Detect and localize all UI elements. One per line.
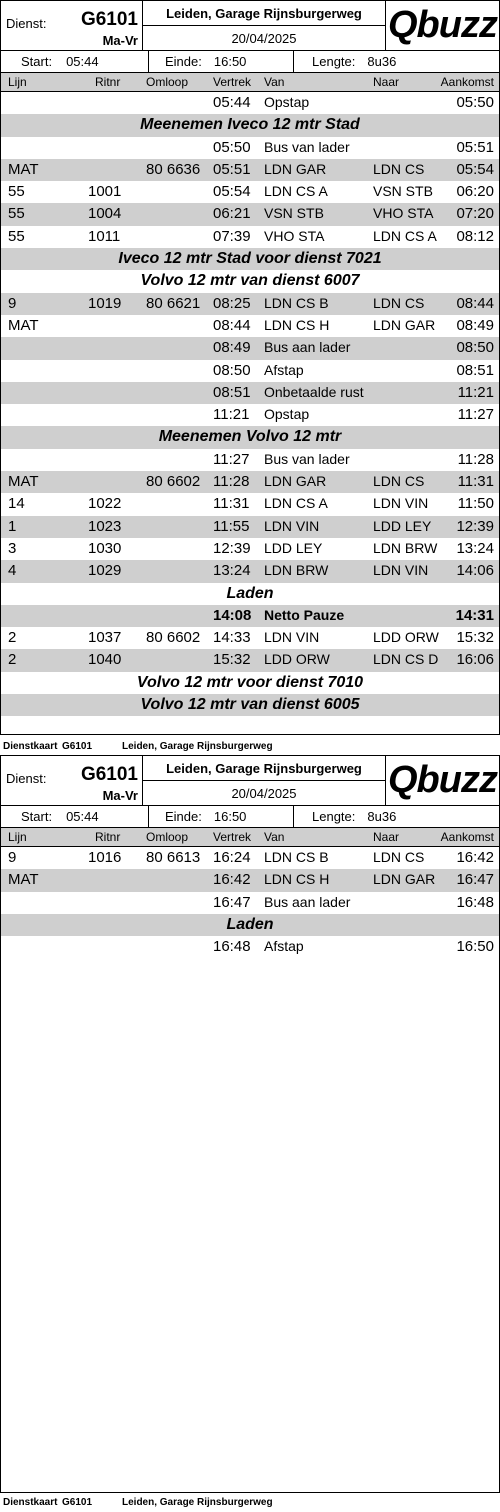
col-naar: Naar bbox=[373, 75, 400, 89]
schedule-row bbox=[1, 936, 499, 958]
schedule-row bbox=[1, 315, 499, 337]
col-omloop: Omloop bbox=[146, 830, 189, 844]
schedule-row bbox=[1, 605, 499, 627]
footer-location: Leiden, Garage Rijnsburgerweg bbox=[122, 1497, 273, 1508]
sheet-header bbox=[1, 1, 499, 51]
cell-lijn: 3 bbox=[8, 539, 17, 557]
schedule-row bbox=[1, 360, 499, 382]
cell-van: LDN GAR bbox=[264, 160, 327, 177]
cell-van: LDN CS A bbox=[264, 183, 328, 200]
einde-label: Einde: bbox=[165, 809, 202, 824]
schedule-row bbox=[1, 226, 499, 248]
schedule-row bbox=[1, 449, 499, 471]
section-header: Iveco 12 mtr Stad voor dienst 7021 bbox=[1, 248, 499, 270]
cell-vertrek: 12:39 bbox=[213, 539, 251, 557]
col-aankomst: Aankomst bbox=[440, 75, 494, 89]
shift-times-row bbox=[1, 51, 499, 73]
cell-van: Opstap bbox=[264, 406, 310, 423]
cell-lijn: 55 bbox=[8, 205, 25, 223]
cell-vertrek: 16:47 bbox=[213, 893, 251, 911]
col-lijn: Lijn bbox=[8, 830, 27, 844]
cell-naar: LDN VIN bbox=[373, 562, 429, 579]
dienst-days: Ma-Vr bbox=[102, 33, 138, 48]
cell-naar: LDN CS bbox=[373, 849, 425, 865]
cell-vertrek: 05:50 bbox=[213, 138, 251, 156]
dienst-code: G6101 bbox=[80, 9, 138, 30]
cell-vertrek: 14:08 bbox=[213, 606, 252, 624]
einde-time: 16:50 bbox=[213, 54, 247, 69]
cell-ritnr: 1022 bbox=[88, 495, 122, 513]
cell-aankomst: 11:50 bbox=[457, 495, 494, 513]
cell-ritnr: 1001 bbox=[88, 183, 122, 201]
cell-vertrek: 07:39 bbox=[213, 227, 251, 245]
cell-van: Bus van lader bbox=[264, 450, 350, 467]
cell-omloop: 80 6613 bbox=[146, 849, 201, 866]
schedule-row bbox=[1, 516, 499, 538]
cell-aankomst: 11:21 bbox=[457, 383, 494, 401]
column-header-row bbox=[1, 73, 499, 92]
schedule-row bbox=[1, 404, 499, 426]
cell-ritnr: 1011 bbox=[88, 227, 121, 245]
cell-van: LDN VIN bbox=[264, 629, 320, 646]
cell-aankomst: 08:51 bbox=[456, 361, 494, 379]
cell-naar: LDN CS bbox=[373, 473, 425, 490]
section-header: Laden bbox=[226, 584, 274, 602]
cell-van: Bus aan lader bbox=[264, 893, 351, 910]
cell-van: LDN CS B bbox=[264, 294, 329, 311]
schedule-row bbox=[1, 627, 499, 649]
cell-ritnr: 1019 bbox=[88, 294, 122, 312]
cell-vertrek: 16:24 bbox=[213, 849, 251, 866]
start-time: 05:44 bbox=[66, 54, 99, 69]
lengte-label: Lengte: bbox=[312, 54, 356, 69]
schedule-row bbox=[1, 382, 499, 404]
location-block bbox=[143, 1, 386, 50]
service-date: 20/04/2025 bbox=[231, 785, 297, 801]
section-header: Meenemen Volvo 12 mtr bbox=[1, 426, 499, 448]
lengte-value: 8u36 bbox=[367, 54, 397, 69]
footer-code: G6101 bbox=[62, 741, 93, 752]
cell-aankomst: 11:31 bbox=[457, 473, 494, 491]
schedule-row bbox=[1, 493, 499, 515]
dienst-label: Dienst: bbox=[6, 771, 47, 786]
schedule-row bbox=[1, 159, 499, 181]
cell-lijn: 55 bbox=[8, 183, 25, 201]
schedule-row bbox=[1, 181, 499, 203]
cell-lijn: 9 bbox=[8, 849, 17, 866]
cell-vertrek: 16:48 bbox=[213, 938, 251, 956]
cell-ritnr: 1004 bbox=[88, 205, 122, 223]
sheet-header bbox=[1, 756, 499, 806]
cell-van: VSN STB bbox=[264, 205, 324, 222]
cell-aankomst: 08:49 bbox=[456, 316, 494, 334]
cell-aankomst: 16:50 bbox=[456, 938, 494, 956]
cell-vertrek: 08:44 bbox=[213, 316, 251, 334]
schedule-row bbox=[1, 649, 499, 671]
schedule-row bbox=[1, 203, 499, 225]
cell-aankomst: 14:06 bbox=[456, 562, 494, 580]
cell-aankomst: 16:42 bbox=[456, 849, 494, 866]
cell-aankomst: 05:54 bbox=[456, 160, 494, 178]
dienst-code: G6101 bbox=[80, 764, 138, 785]
cell-ritnr: 1023 bbox=[88, 517, 122, 535]
einde-time: 16:50 bbox=[213, 809, 247, 824]
cell-naar: LDN CS D bbox=[373, 651, 439, 668]
footer-label: Dienstkaart bbox=[3, 741, 58, 752]
cell-van: Afstap bbox=[264, 361, 304, 378]
cell-naar: LDD ORW bbox=[373, 629, 439, 646]
cell-aankomst: 08:50 bbox=[456, 339, 494, 357]
cell-lijn: 55 bbox=[8, 227, 25, 245]
cell-van: VHO STA bbox=[264, 227, 325, 244]
lengte-label: Lengte: bbox=[312, 809, 356, 824]
cell-omloop: 80 6602 bbox=[146, 629, 201, 647]
cell-naar: LDN GAR bbox=[373, 871, 436, 888]
dienst-block bbox=[1, 756, 143, 805]
cell-lijn: 2 bbox=[8, 651, 17, 669]
cell-lijn: MAT bbox=[8, 473, 39, 491]
cell-aankomst: 16:48 bbox=[456, 893, 494, 911]
col-ritnr: Ritnr bbox=[95, 830, 121, 844]
service-date: 20/04/2025 bbox=[231, 30, 297, 46]
cell-vertrek: 13:24 bbox=[213, 562, 251, 580]
col-ritnr: Ritnr bbox=[95, 75, 121, 89]
section-header: Volvo 12 mtr van dienst 6005 bbox=[1, 694, 499, 716]
cell-aankomst: 14:31 bbox=[455, 606, 494, 624]
cell-vertrek: 08:25 bbox=[213, 294, 251, 312]
cell-vertrek: 11:21 bbox=[213, 406, 250, 424]
cell-van: LDN CS H bbox=[264, 316, 330, 333]
cell-vertrek: 05:51 bbox=[213, 160, 251, 178]
col-vertrek: Vertrek bbox=[213, 75, 252, 89]
section-header: Meenemen Iveco 12 mtr Stad bbox=[1, 114, 499, 136]
footer-location: Leiden, Garage Rijnsburgerweg bbox=[122, 741, 273, 752]
cell-aankomst: 05:51 bbox=[456, 138, 494, 156]
cell-omloop: 80 6636 bbox=[146, 160, 201, 178]
cell-naar: LDN CS bbox=[373, 294, 425, 311]
cell-aankomst: 08:44 bbox=[456, 294, 494, 312]
garage-location: Leiden, Garage Rijnsburgerweg bbox=[143, 1, 385, 26]
cell-ritnr: 1037 bbox=[88, 629, 122, 647]
cell-van: Opstap bbox=[264, 94, 310, 110]
schedule-row bbox=[1, 92, 499, 114]
cell-lijn: 2 bbox=[8, 629, 17, 647]
cell-van: Afstap bbox=[264, 938, 304, 955]
cell-vertrek: 05:44 bbox=[213, 94, 251, 111]
dienstkaart-page-1 bbox=[0, 0, 500, 735]
cell-aankomst: 13:24 bbox=[456, 539, 494, 557]
cell-aankomst: 05:50 bbox=[456, 94, 494, 111]
cell-van: Bus van lader bbox=[264, 138, 350, 155]
cell-naar: VHO STA bbox=[373, 205, 434, 222]
cell-aankomst: 16:47 bbox=[456, 871, 494, 889]
cell-van: LDN GAR bbox=[264, 473, 327, 490]
dienst-days: Ma-Vr bbox=[102, 788, 138, 803]
schedule-table bbox=[1, 92, 499, 716]
schedule-row bbox=[1, 471, 499, 493]
col-lijn: Lijn bbox=[8, 75, 27, 89]
cell-naar: LDN VIN bbox=[373, 495, 429, 512]
qbuzz-logo: Qbuzz bbox=[388, 4, 497, 46]
footer-code: G6101 bbox=[62, 1497, 93, 1508]
schedule-row bbox=[1, 538, 499, 560]
cell-vertrek: 14:33 bbox=[213, 629, 251, 647]
cell-naar: VSN STB bbox=[373, 183, 433, 200]
cell-naar: LDN GAR bbox=[373, 316, 436, 333]
cell-vertrek: 15:32 bbox=[213, 651, 251, 669]
cell-van: LDD ORW bbox=[264, 651, 330, 668]
cell-aankomst: 06:20 bbox=[456, 183, 494, 201]
cell-ritnr: 1040 bbox=[88, 651, 122, 669]
cell-vertrek: 11:55 bbox=[213, 517, 250, 535]
cell-van: LDN CS B bbox=[264, 849, 329, 865]
cell-van: Onbetaalde rust bbox=[264, 383, 364, 400]
dienstkaart-page-2 bbox=[0, 755, 500, 1493]
cell-vertrek: 11:31 bbox=[213, 495, 250, 513]
cell-aankomst: 16:06 bbox=[456, 651, 494, 669]
cell-van: LDD LEY bbox=[264, 539, 323, 556]
einde-label: Einde: bbox=[165, 54, 202, 69]
cell-lijn: 9 bbox=[8, 294, 17, 312]
cell-naar: LDD LEY bbox=[373, 517, 432, 534]
cell-vertrek: 11:28 bbox=[213, 473, 250, 491]
cell-van: LDN CS H bbox=[264, 871, 330, 888]
cell-van: LDN BRW bbox=[264, 562, 329, 579]
cell-omloop: 80 6621 bbox=[146, 294, 201, 312]
column-header-row bbox=[1, 828, 499, 847]
dienst-label: Dienst: bbox=[6, 16, 47, 31]
qbuzz-logo: Qbuzz bbox=[388, 759, 497, 801]
cell-naar: LDN CS bbox=[373, 160, 425, 177]
cell-lijn: MAT bbox=[8, 316, 39, 334]
lengte-value: 8u36 bbox=[367, 809, 397, 824]
cell-van: Netto Pauze bbox=[264, 606, 345, 623]
cell-aankomst: 11:27 bbox=[457, 406, 494, 424]
cell-vertrek: 08:50 bbox=[213, 361, 251, 379]
col-van: Van bbox=[264, 75, 285, 89]
shift-times-row bbox=[1, 806, 499, 828]
cell-omloop: 80 6602 bbox=[146, 473, 201, 491]
cell-lijn: 1 bbox=[8, 517, 17, 535]
cell-naar: LDN CS A bbox=[373, 227, 437, 244]
col-vertrek: Vertrek bbox=[213, 830, 252, 844]
start-label: Start: bbox=[21, 54, 53, 69]
cell-lijn: 4 bbox=[8, 562, 17, 580]
cell-van: LDN CS A bbox=[264, 495, 328, 512]
start-label: Start: bbox=[21, 809, 53, 824]
cell-vertrek: 08:49 bbox=[213, 339, 251, 357]
cell-aankomst: 08:12 bbox=[456, 227, 494, 245]
schedule-row bbox=[1, 337, 499, 359]
location-block bbox=[143, 756, 386, 805]
cell-vertrek: 11:27 bbox=[213, 450, 250, 468]
schedule-row bbox=[1, 293, 499, 315]
start-time: 05:44 bbox=[66, 809, 99, 824]
section-header: Volvo 12 mtr voor dienst 7010 bbox=[136, 673, 364, 691]
schedule-table bbox=[1, 847, 499, 958]
section-header: Volvo 12 mtr van dienst 6007 bbox=[140, 272, 360, 290]
cell-vertrek: 05:54 bbox=[213, 183, 251, 201]
cell-ritnr: 1029 bbox=[88, 562, 122, 580]
footer-label: Dienstkaart bbox=[3, 1497, 58, 1508]
garage-location: Leiden, Garage Rijnsburgerweg bbox=[143, 756, 385, 781]
cell-aankomst: 12:39 bbox=[456, 517, 494, 535]
schedule-row bbox=[1, 869, 499, 891]
cell-vertrek: 16:42 bbox=[213, 871, 251, 889]
cell-vertrek: 08:51 bbox=[213, 383, 251, 401]
col-omloop: Omloop bbox=[146, 75, 189, 89]
schedule-row bbox=[1, 137, 499, 159]
cell-van: Bus aan lader bbox=[264, 339, 351, 356]
cell-ritnr: 1030 bbox=[88, 539, 122, 557]
cell-lijn: MAT bbox=[8, 871, 39, 889]
cell-van: LDN VIN bbox=[264, 517, 320, 534]
schedule-row bbox=[1, 892, 499, 914]
cell-lijn: MAT bbox=[8, 160, 39, 178]
schedule-row bbox=[1, 847, 499, 869]
col-van: Van bbox=[264, 830, 285, 844]
cell-aankomst: 15:32 bbox=[456, 629, 494, 647]
cell-aankomst: 07:20 bbox=[456, 205, 494, 223]
schedule-row bbox=[1, 560, 499, 582]
col-aankomst: Aankomst bbox=[440, 830, 494, 844]
cell-aankomst: 11:28 bbox=[457, 450, 494, 468]
cell-ritnr: 1016 bbox=[88, 849, 122, 866]
dienst-block bbox=[1, 1, 143, 50]
col-naar: Naar bbox=[373, 830, 400, 844]
cell-vertrek: 06:21 bbox=[213, 205, 251, 223]
cell-lijn: 14 bbox=[8, 495, 25, 513]
cell-naar: LDN BRW bbox=[373, 539, 438, 556]
section-header: Laden bbox=[1, 914, 499, 936]
